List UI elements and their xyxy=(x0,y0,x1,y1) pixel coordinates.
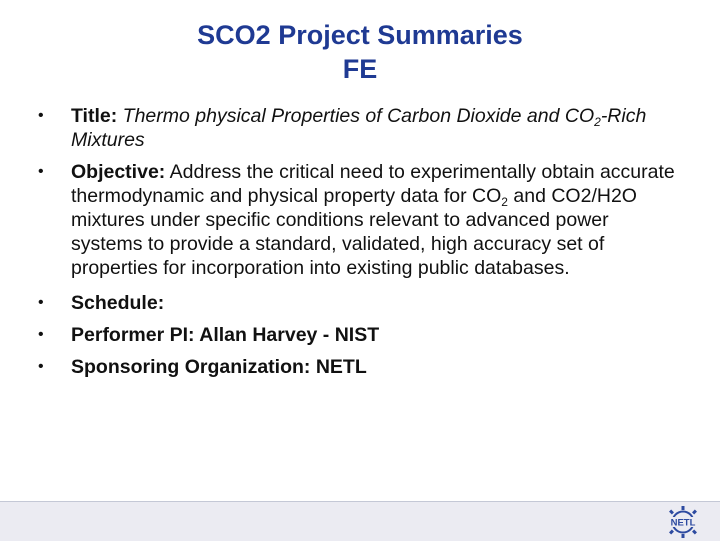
bullet-performer-label: Performer PI: Allan Harvey - NIST xyxy=(71,324,380,346)
bullet-title-text: Thermo physical Properties of Carbon Dioxide and $CO_2$-Rich Mixtures xyxy=(71,105,647,151)
footer-bar xyxy=(0,501,720,541)
slide-title-line1: SCO2 Project Summaries xyxy=(197,20,523,50)
slide-title xyxy=(0,18,720,86)
bullet-dot-icon: • xyxy=(38,294,44,311)
bullet-sponsor-label: Sponsoring Organization: NETL xyxy=(71,356,367,378)
bullet-dot-icon: • xyxy=(38,163,44,180)
bullet-sponsor xyxy=(38,355,678,379)
bullet-title xyxy=(38,104,678,152)
bullet-objective xyxy=(38,160,678,280)
slide-title-line2: FE xyxy=(342,54,378,84)
bullet-objective-text: Address the critical need to experimentally obtain accurate thermodynamic and physical property data for $CO_2$ and CO2/H2O mixtures under specific conditions relevant to advanced power systems to provide a standard, validated, high accuracy set of properties for incorporation into existing public databases. xyxy=(71,161,675,279)
bullet-title-label: Title: xyxy=(71,105,118,127)
bullet-performer xyxy=(38,323,678,347)
bullet-schedule-label: Schedule: xyxy=(71,292,165,314)
logo-text: NETL xyxy=(670,517,696,529)
bullet-dot-icon: • xyxy=(38,326,44,343)
netl-gear-logo-icon xyxy=(656,505,710,539)
bullet-schedule xyxy=(38,291,678,315)
bullet-dot-icon: • xyxy=(38,107,44,124)
bullet-objective-label: Objective: xyxy=(71,161,166,183)
bullet-dot-icon: • xyxy=(38,358,44,375)
bullet-list xyxy=(38,104,678,387)
